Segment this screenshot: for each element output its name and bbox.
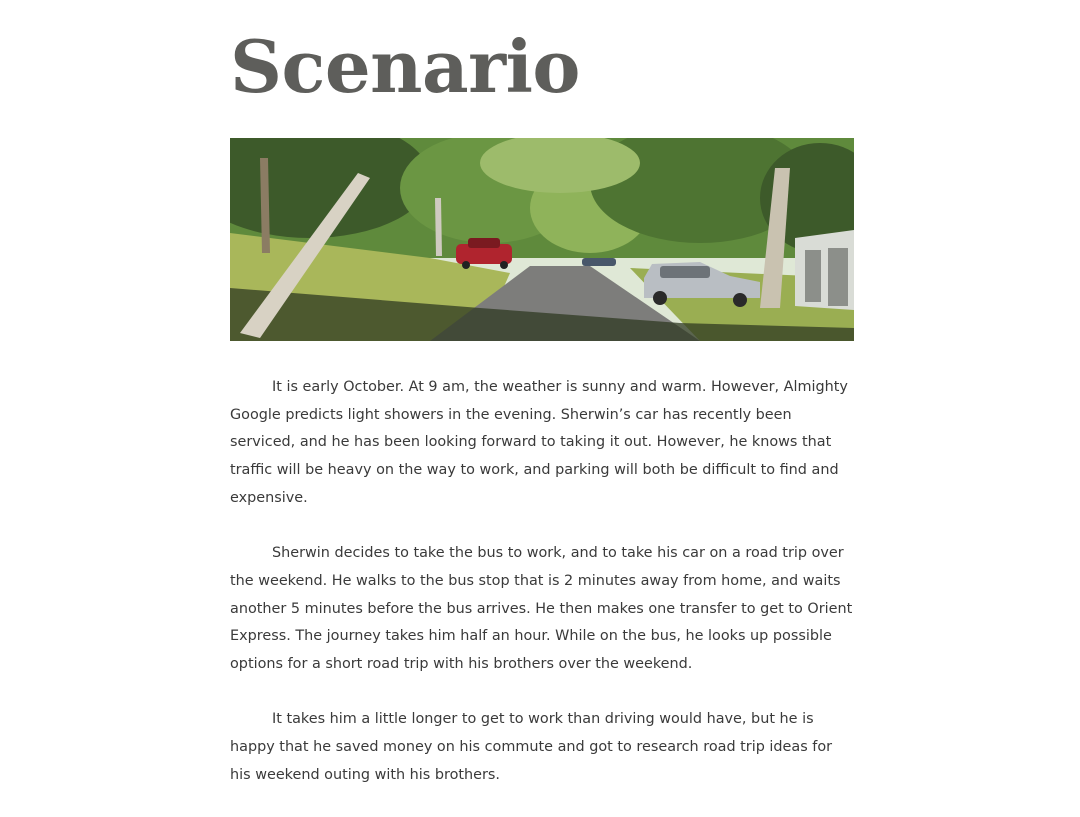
street-photo-icon	[230, 138, 854, 341]
paragraph: It takes him a little longer to get to work than driving would have, but he is happy that he saved money on his commute and got to research road trip ideas for his weekend outing with his brothers.	[230, 711, 833, 783]
page-title: Scenario	[230, 24, 580, 109]
paragraph: Sherwin decides to take the bus to work, and to take his car on a road trip over the weekend. He walks to the bus stop that is 2 minutes away from home, and waits another 5 minutes before the bus arrives. He then makes one transfer to get to Orient Express. The journey takes him half an hour. While on the bus, he looks up possible options for a short road trip with his brothers over the weekend.	[230, 545, 853, 673]
paragraph: It is early October. At 9 am, the weather is sunny and warm. However, Almighty Google predicts light showers in the evening. Sherwin’s car has recently been serviced, and he has been looking forward to taking it out. However, he knows that traffic will be heavy on the way to work, and parking will both be difficult to find and expensive.	[230, 379, 848, 506]
body-text	[230, 374, 854, 817]
hero-image	[230, 138, 854, 341]
